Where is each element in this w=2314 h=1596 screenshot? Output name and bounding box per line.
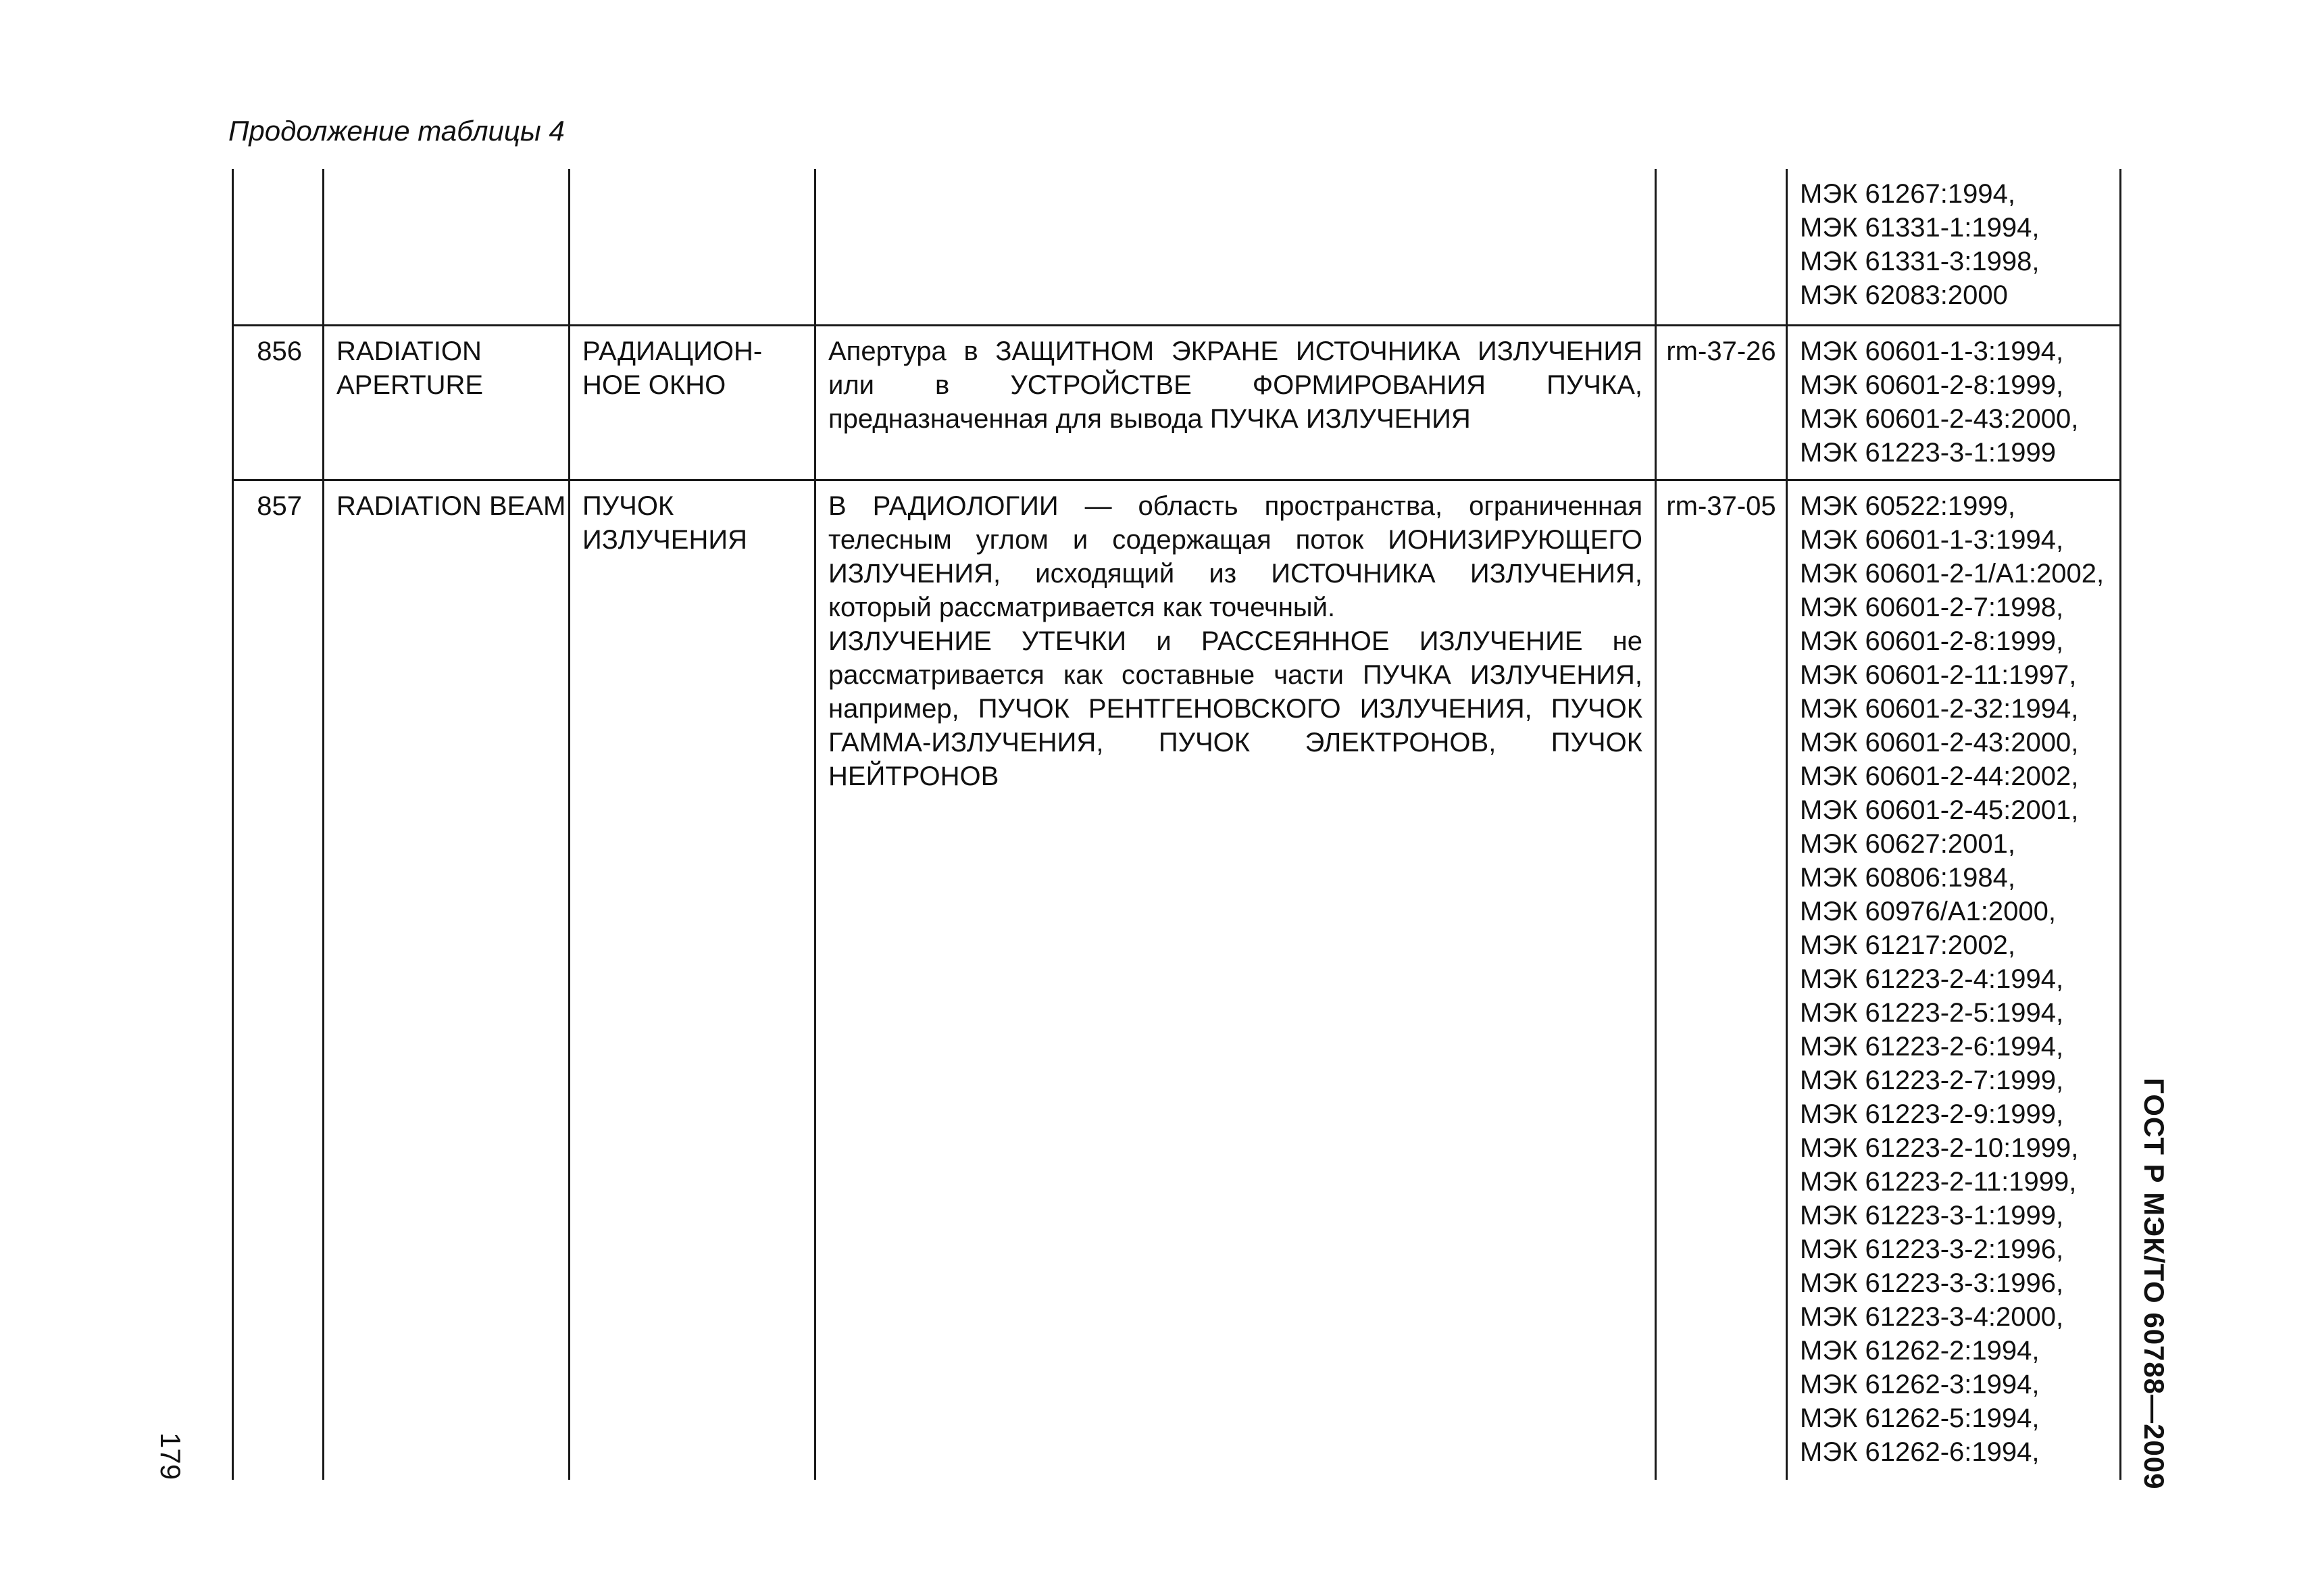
standard-ref: МЭК 61223-3-1:1999 bbox=[1800, 438, 2056, 468]
standard-ref: МЭК 60601-2-7:1998, bbox=[1800, 593, 2064, 622]
standard-ref: МЭК 61262-2:1994, bbox=[1800, 1336, 2040, 1366]
code-cell: rm-37-26 bbox=[1656, 326, 1787, 480]
standard-ref: МЭК 60976/А1:2000, bbox=[1800, 897, 2056, 926]
standard-ref: МЭК 60601-2-8:1999, bbox=[1800, 370, 2064, 400]
term-russian-line: НОЕ ОКНО bbox=[582, 370, 726, 400]
standard-ref: МЭК 60601-2-44:2002, bbox=[1800, 762, 2079, 791]
standard-ref: МЭК 60601-2-43:2000, bbox=[1800, 404, 2079, 434]
term-russian-cell bbox=[570, 480, 815, 1480]
page-number: 179 bbox=[155, 1432, 186, 1480]
standard-ref: МЭК 60601-1-3:1994, bbox=[1800, 336, 2064, 366]
standard-ref: МЭК 61223-2-9:1999, bbox=[1800, 1099, 2064, 1129]
definition-cell: Апертура в ЗАЩИТНОМ ЭКРАНЕ ИСТОЧНИКА ИЗЛУЧЕНИЯ или в УСТРОЙСТВЕ ФОРМИРОВАНИЯ ПУЧКА, предназначенная для вывода ПУЧКА ИЗЛУЧЕНИЯ bbox=[815, 326, 1656, 480]
standard-ref: МЭК 61223-2-5:1994, bbox=[1800, 998, 2064, 1028]
standard-ref: МЭК 61262-3:1994, bbox=[1800, 1370, 2040, 1399]
standards-cell bbox=[1787, 326, 2121, 480]
standard-ref: МЭК 61223-2-4:1994, bbox=[1800, 964, 2064, 994]
term-english-cell bbox=[324, 480, 570, 1480]
standard-ref: МЭК 60601-2-43:2000, bbox=[1800, 728, 2079, 757]
standard-ref: МЭК 62083:2000 bbox=[1800, 280, 2008, 310]
term-number-cell: 857 bbox=[233, 480, 324, 1480]
standard-ref: МЭК 60601-2-11:1997, bbox=[1800, 660, 2077, 690]
standard-ref: МЭК 61331-3:1998, bbox=[1800, 247, 2040, 276]
definition-cell bbox=[815, 169, 1656, 326]
term-russian-cell bbox=[570, 169, 815, 326]
standard-ref: МЭК 61223-2-6:1994, bbox=[1800, 1032, 2064, 1062]
standard-ref: МЭК 61223-2-10:1999, bbox=[1800, 1133, 2079, 1163]
term-english-line: RADIATION BEAM bbox=[336, 491, 566, 521]
term-english-line: APERTURE bbox=[336, 370, 484, 400]
standard-ref: МЭК 60601-2-1/А1:2002, bbox=[1800, 559, 2105, 589]
standard-ref: МЭК 61217:2002, bbox=[1800, 930, 2015, 960]
term-number-cell: 856 bbox=[233, 326, 324, 480]
code-cell bbox=[1656, 169, 1787, 326]
standard-ref: МЭК 60601-2-32:1994, bbox=[1800, 694, 2079, 724]
definition-paragraph: В РАДИОЛОГИИ — область пространства, ограниченная телесным углом и содержащая поток ИОНИЗИРУЮЩЕГО ИЗЛУЧЕНИЯ, исходящий из ИСТОЧНИКА ИЗЛУЧЕНИЯ, который рассматривается как точечный. bbox=[828, 491, 1642, 622]
standard-ref: МЭК 60601-2-8:1999, bbox=[1800, 626, 2064, 656]
standard-ref: МЭК 61223-2-7:1999, bbox=[1800, 1066, 2064, 1095]
terms-table bbox=[232, 169, 2121, 1480]
table-row bbox=[233, 326, 2121, 480]
standard-ref: МЭК 60627:2001, bbox=[1800, 829, 2015, 859]
table-row bbox=[233, 169, 2121, 326]
standard-ref: МЭК 60806:1984, bbox=[1800, 863, 2015, 893]
definition-paragraph: ИЗЛУЧЕНИЕ УТЕЧКИ и РАССЕЯННОЕ ИЗЛУЧЕНИЕ не рассматривается как составные части ПУЧКА ИЗЛУЧЕНИЯ, например, ПУЧОК РЕНТГЕНОВСКОГО ИЗЛУЧЕНИЯ, ПУЧОК ГАММА-ИЗЛУЧЕНИЯ, ПУЧОК ЭЛЕКТРОНОВ, ПУЧОК НЕЙТРОНОВ bbox=[828, 626, 1642, 791]
standard-ref: МЭК 61262-6:1994, bbox=[1800, 1437, 2040, 1467]
term-number-cell bbox=[233, 169, 324, 326]
table-row bbox=[233, 480, 2121, 1480]
term-english-line: RADIATION bbox=[336, 336, 482, 366]
standard-ref: МЭК 61262-5:1994, bbox=[1800, 1403, 2040, 1433]
standard-ref: МЭК 61223-3-2:1996, bbox=[1800, 1235, 2064, 1264]
term-russian-line: ПУЧОК bbox=[582, 491, 674, 521]
definition-cell bbox=[815, 480, 1656, 1480]
standard-ref: МЭК 60601-2-45:2001, bbox=[1800, 795, 2079, 825]
term-russian-line: ИЗЛУЧЕНИЯ bbox=[582, 525, 747, 555]
standards-cell bbox=[1787, 480, 2121, 1480]
standard-ref: МЭК 61223-2-11:1999, bbox=[1800, 1167, 2077, 1197]
standard-ref: МЭК 61223-3-3:1996, bbox=[1800, 1268, 2064, 1298]
term-russian-line: РАДИАЦИОН- bbox=[582, 336, 763, 366]
standard-ref: МЭК 61331-1:1994, bbox=[1800, 213, 2040, 243]
standard-ref: МЭК 61223-3-1:1999, bbox=[1800, 1201, 2064, 1230]
table-caption: Продолжение таблицы 4 bbox=[228, 115, 565, 147]
standard-ref: МЭК 61223-3-4:2000, bbox=[1800, 1302, 2064, 1332]
term-english-cell bbox=[324, 326, 570, 480]
standard-ref: МЭК 60601-1-3:1994, bbox=[1800, 525, 2064, 555]
document-designation: ГОСТ Р МЭК/ТО 60788—2009 bbox=[2138, 1078, 2170, 1490]
standard-ref: МЭК 60522:1999, bbox=[1800, 491, 2015, 521]
term-english-cell bbox=[324, 169, 570, 326]
term-russian-cell bbox=[570, 326, 815, 480]
standard-ref: МЭК 61267:1994, bbox=[1800, 179, 2015, 209]
code-cell: rm-37-05 bbox=[1656, 480, 1787, 1480]
standards-cell bbox=[1787, 169, 2121, 326]
